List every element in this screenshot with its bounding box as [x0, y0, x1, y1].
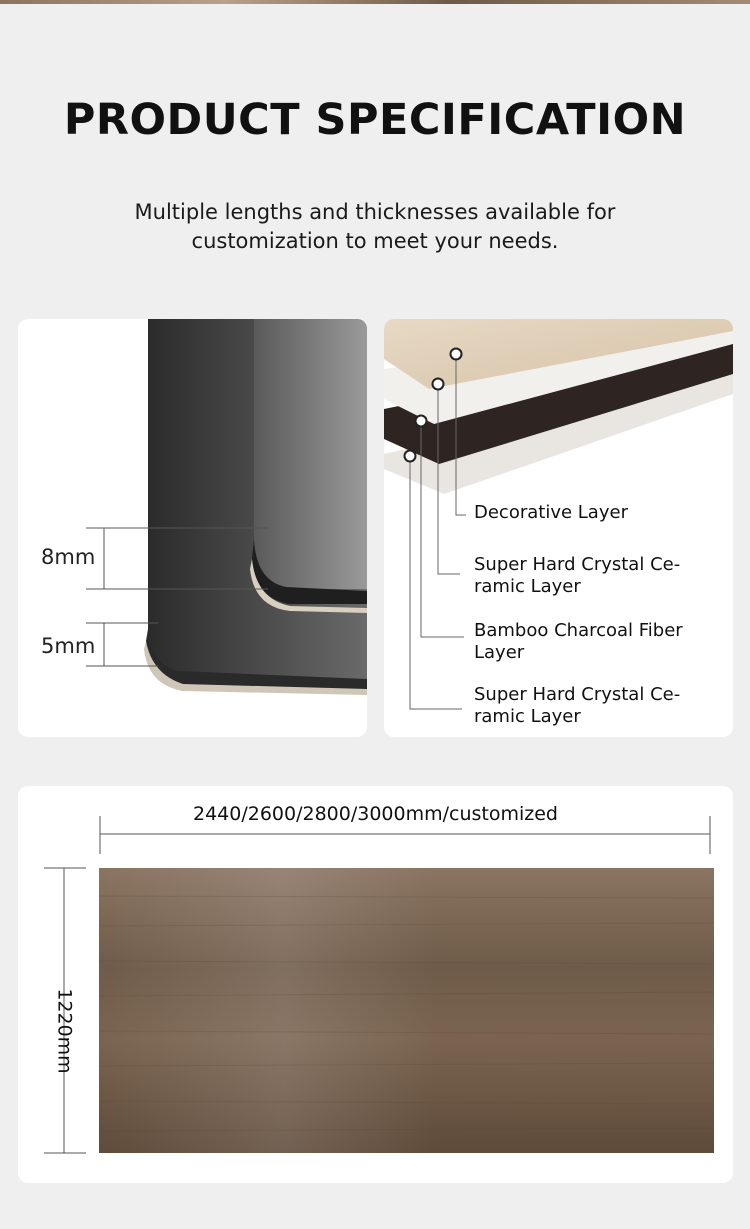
layer-label-bamboo: Bamboo Charcoal Fiber Layer	[474, 620, 683, 663]
length-dimension-label: 2440/2600/2800/3000mm/customized	[192, 803, 558, 825]
wood-panel-sheen	[99, 868, 714, 1153]
thickness-label-8mm: 8mm	[41, 545, 96, 569]
layer-label-ceramic-bottom: Super Hard Crystal Ce-ramic Layer	[474, 684, 681, 727]
page-title: PRODUCT SPECIFICATION	[63, 95, 687, 145]
layer-label-decorative: Decorative Layer	[474, 502, 628, 523]
layer-illustration	[384, 319, 733, 737]
marker-ceramic-top	[433, 379, 444, 390]
thickness-label-5mm: 5mm	[41, 634, 96, 658]
top-photo-strip	[0, 0, 750, 4]
width-dimension-label: 1220mm	[53, 988, 76, 1074]
layer-structure-card	[384, 319, 733, 737]
page-subtitle: Multiple lengths and thicknesses available for customization to meet your needs.	[134, 200, 616, 253]
layer-label-ceramic-top: Super Hard Crystal Ce-ramic Layer	[474, 554, 681, 597]
board-8mm-top	[254, 319, 367, 589]
thickness-illustration	[18, 319, 367, 737]
marker-decorative	[451, 349, 462, 360]
marker-ceramic-bottom	[405, 451, 416, 462]
marker-bamboo	[416, 416, 427, 427]
dimension-illustration	[18, 786, 733, 1183]
thickness-card	[18, 319, 367, 737]
dimensions-card	[18, 786, 733, 1183]
